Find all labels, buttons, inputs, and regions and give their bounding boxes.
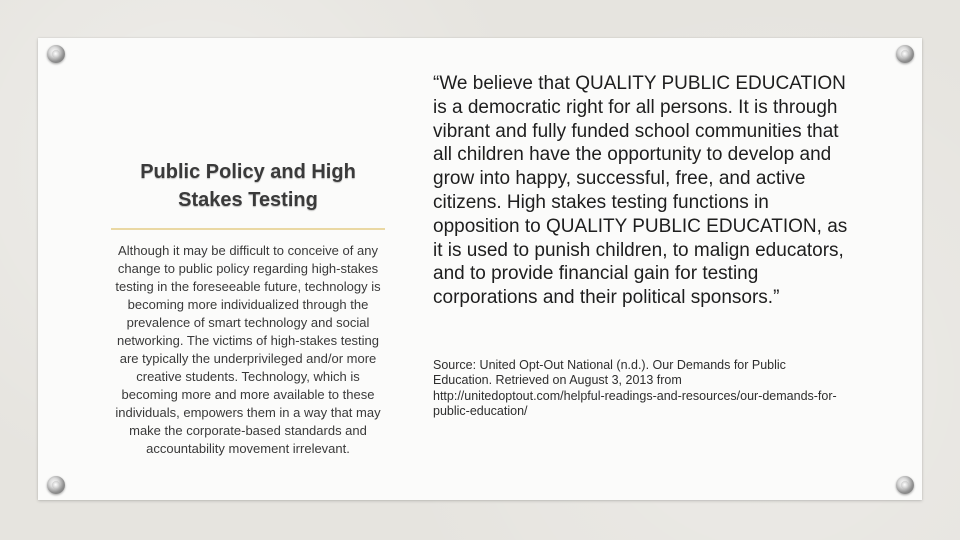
quote-text: “We believe that QUALITY PUBLIC EDUCATION is a democratic right for all persons. It is through vibrant and fully funded school communities that all children have the opportunity to develop and grow into happy, successful, free, and active citizens. High stakes testing functions in opposition to QUALITY PUBLIC EDUCATION, as it is used to punish children, to malign educators, and to provide financial gain for testing corporations and their political sponsors.” (433, 73, 848, 309)
pin-icon (47, 476, 65, 494)
title-divider (111, 228, 385, 230)
source-citation: Source: United Opt-Out National (n.d.). Our Demands for Public Education. Retrieved on August 3, 2013 from http://unitedoptout.com/helpful-readings-and-resources/our-demands-for-public-education/ (433, 357, 837, 419)
right-column (433, 72, 853, 420)
left-column (108, 158, 388, 458)
pin-icon (47, 45, 65, 63)
pin-icon (896, 45, 914, 63)
body-paragraph: Although it may be difficult to conceive of any change to public policy regarding high-stakes testing in the foreseeable future, technology is becoming more individualized through the prevalence of smart technology and social networking. The victims of high-stakes testing are typically the underprivileged and/or more creative students. Technology, which is becoming more and more available to these individuals, empowers them in a way that may make the corporate-based standards and accountability movement irrelevant. (115, 243, 381, 456)
slide-title: Public Policy and High Stakes Testing (140, 161, 356, 211)
pin-icon (896, 476, 914, 494)
